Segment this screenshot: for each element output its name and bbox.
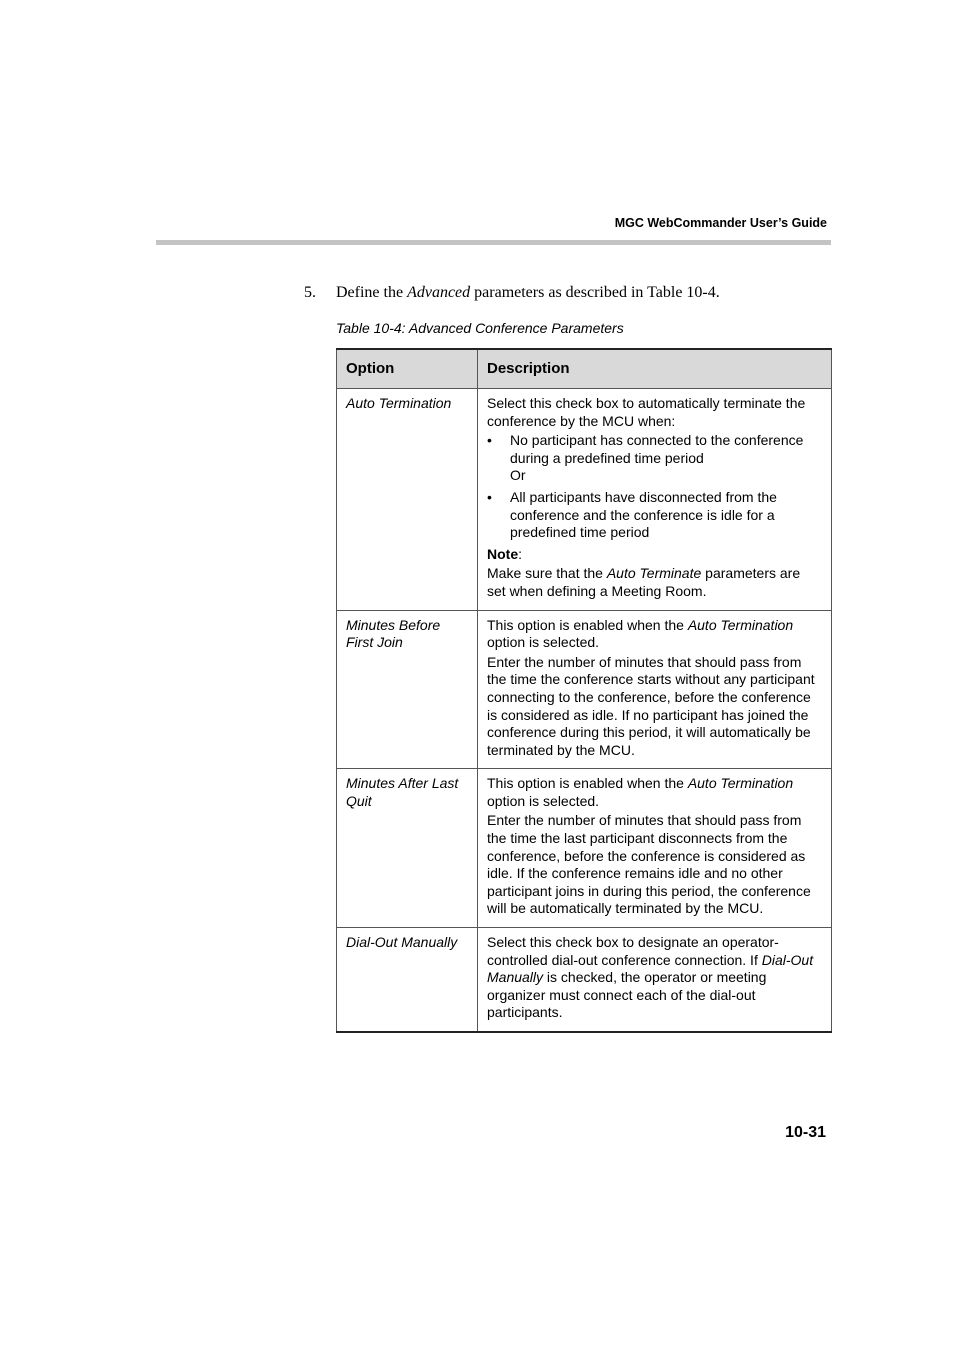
description-cell bbox=[478, 769, 832, 928]
page-number: 10-31 bbox=[785, 1124, 826, 1141]
text-after: option is selected. bbox=[487, 792, 600, 809]
table-caption: Table 10-4: Advanced Conference Parameters bbox=[336, 320, 624, 336]
description-paragraph: Select this check box to automatically terminate the conference by the MCU when: bbox=[487, 395, 806, 429]
bullet-item bbox=[487, 489, 822, 542]
note-text-before: Make sure that the bbox=[487, 565, 607, 582]
text-emphasis: Dial-Out Manually bbox=[487, 951, 814, 986]
column-header-description: Description bbox=[478, 349, 832, 389]
text-before: Select this check box to designate an operator-controlled dial-out conference connection. If bbox=[487, 934, 779, 968]
step-text-emphasis: Advanced bbox=[407, 284, 471, 301]
note-text-after: parameters are set when defining a Meeting Room. bbox=[487, 565, 801, 599]
note-text-emphasis: Auto Terminate bbox=[606, 565, 702, 582]
note-label: Note bbox=[487, 545, 519, 562]
option-cell: Auto Termination bbox=[337, 389, 478, 611]
bullet-text: All participants have disconnected from the conference and the conference is idle for a predefined time period bbox=[510, 488, 777, 541]
description-cell bbox=[478, 928, 832, 1032]
step-text-before: Define the bbox=[336, 284, 408, 301]
table-row bbox=[337, 610, 832, 769]
bullet-glyph: • bbox=[487, 488, 492, 505]
table-row bbox=[337, 928, 832, 1032]
bullet-or-text: Or bbox=[510, 467, 526, 484]
step-text-after: parameters as described in Table 10-4. bbox=[470, 284, 720, 301]
header-rule bbox=[156, 240, 831, 245]
text-before: This option is enabled when the bbox=[487, 775, 688, 792]
step-number: 5. bbox=[304, 284, 316, 301]
table-header-row bbox=[337, 349, 832, 389]
description-paragraph bbox=[487, 775, 822, 810]
option-cell: Dial-Out Manually bbox=[337, 928, 478, 1032]
description-paragraph bbox=[487, 934, 822, 1022]
option-cell: Minutes After Last Quit bbox=[337, 769, 478, 928]
bullet-item bbox=[487, 432, 822, 485]
table-row bbox=[337, 389, 832, 611]
advanced-parameters-table bbox=[336, 348, 832, 1033]
bullet-text: No participant has connected to the conference during a predefined time period bbox=[510, 432, 804, 466]
note-colon: : bbox=[518, 545, 523, 562]
text-after: option is selected. bbox=[487, 634, 600, 651]
text-after: is checked, the operator or meeting organizer must connect each of the dial-out participants. bbox=[487, 969, 767, 1021]
bullet-glyph: • bbox=[487, 432, 492, 449]
description-paragraph: Enter the number of minutes that should pass from the time the last participant disconnects from the conference, before the conference is considered as idle. If the conference remains idle and no other participant joins in during this period, the conference will be automatically terminated by the MCU. bbox=[487, 812, 811, 917]
description-paragraph: Enter the number of minutes that should pass from the time the conference starts without any participant connecting to the conference, before the conference is considered as idle. If no participant has joined the conference during this period, it will automatically be terminated by the MCU. bbox=[487, 653, 815, 758]
text-emphasis: Auto Termination bbox=[687, 775, 794, 792]
table-row bbox=[337, 769, 832, 928]
option-cell: Minutes Before First Join bbox=[337, 610, 478, 769]
running-header-title: MGC WebCommander User’s Guide bbox=[614, 216, 827, 230]
step-instruction bbox=[304, 284, 720, 302]
note-heading bbox=[487, 546, 822, 564]
column-header-option: Option bbox=[337, 349, 478, 389]
description-cell bbox=[478, 389, 832, 611]
description-paragraph bbox=[487, 617, 822, 652]
note-text bbox=[487, 565, 822, 600]
text-before: This option is enabled when the bbox=[487, 616, 688, 633]
text-emphasis: Auto Termination bbox=[687, 616, 794, 633]
description-cell bbox=[478, 610, 832, 769]
